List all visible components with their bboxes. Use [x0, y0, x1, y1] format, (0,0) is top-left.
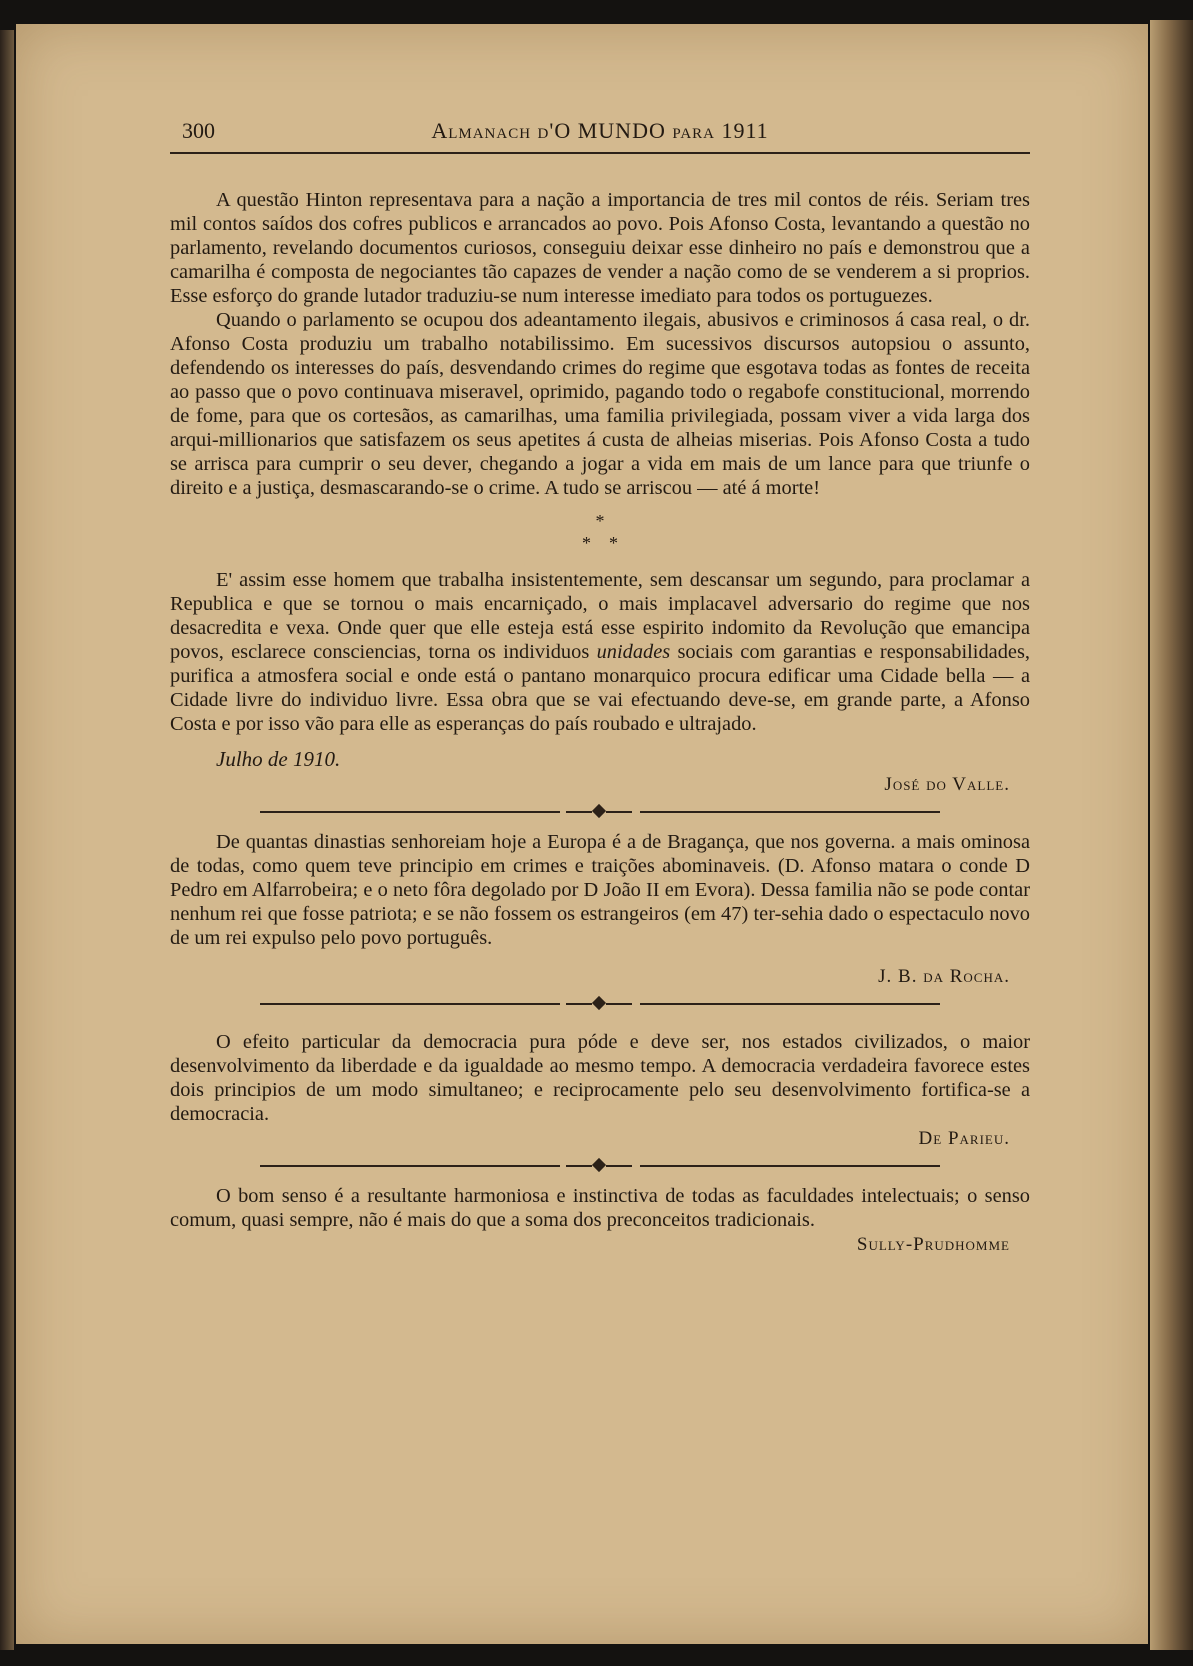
- section-bom-senso: [170, 1184, 1030, 1258]
- paragraph-homem-start: E' assim esse homem que trabalha insistentemente, sem descansar um segundo, para proclamar a Republica e que se tornou o mais encarniçado, o mais implacavel adversario do regime que nos desacredita e vexa. Onde quer que elle esteja está esse espirito indomito da Revolução que emancipa povos, esclarece consciencias, torna os individuos: [170, 569, 1030, 663]
- author-sully-prudhomme: Sully-Prudhomme: [856, 1234, 1010, 1255]
- paragraph-hinton: A questão Hinton representava para a nação a importancia de tres mil contos de réis. Seriam tres mil contos saídos dos cofres publicos e arrancados ao povo. Pois Afonso Costa, levantando a questão no parlamento, revelando documentos curiosos, conseguiu deixar esse dinheiro no país e demonstrou que a camarilha é composta de negociantes tão capazes de vender a nação como de se venderem a si proprios. Esse esforço do grande lutador traduziu-se num interesse imediato para todos os portuguezes.: [170, 189, 1030, 307]
- divider-diamond: [592, 996, 606, 1010]
- asterism: [170, 510, 1030, 554]
- author-jb-da-rocha: J. B. da Rocha.: [878, 966, 1010, 987]
- divider-dash-left: [566, 811, 592, 813]
- paragraph-homem-italic: unidades: [596, 641, 671, 663]
- page-edge: [1150, 20, 1193, 1650]
- divider-dash-right: [606, 1165, 632, 1167]
- divider-line-right: [640, 1003, 940, 1005]
- divider-diamond: [592, 804, 606, 818]
- ornament-divider: [260, 1158, 940, 1174]
- running-title: Almanach d'O MUNDO para 1911: [431, 118, 769, 143]
- paragraph-democracia: O efeito particular da democracia pura póde e deve ser, nos estados civilizados, o maior desenvolvimento da liberdade e da igualdade ao mesmo tempo. A democracia verdadeira favorece estes dois principios de um modo simultaneo; e reciprocamente pelo seu desenvolvimento fortifica-se a democracia.: [170, 1031, 1030, 1125]
- paragraph-bom-senso: O bom senso é a resultante harmoniosa e instinctiva de todas as faculdades intelectuais; o senso comum, quasi sempre, não é mais do que a soma dos preconceitos tradicionais.: [170, 1185, 1030, 1231]
- ornament-divider: [260, 804, 940, 820]
- dateline: Julho de 1910.: [216, 747, 341, 771]
- divider-dash-left: [566, 1003, 592, 1005]
- divider-diamond: [592, 1158, 606, 1172]
- divider-dash-left: [566, 1165, 592, 1167]
- page-content: [170, 118, 1030, 1258]
- paragraph-parlamento: Quando o parlamento se ocupou dos adeantamento ilegais, abusivos e criminosos á casa real, o dr. Afonso Costa produziu um trabalho notabilissimo. Em sucessivos discursos autopsiou o assunto, defendendo os interesses do país, desvendando crimes do regime que esgotava todas as fontes de receita ao passo que o povo continuava miseravel, oprimido, pagando todo o regabofe constitucional, morrendo de fome, para que os cortesãos, as camarilhas, uma familia privilegiada, possam viver a vida larga dos arqui-millionarios que satisfazem os seus apetites á custa de alheias miserias. Pois Afonso Costa a tudo se arrisca para cumprir o seu dever, chegando a jogar a vida em mais de um lance para que triunfe o direito e a justiça, desmascarando-se o crime. A tudo se arriscou — até á morte!: [170, 309, 1030, 499]
- author-jose-do-valle: José do Valle.: [884, 774, 1010, 795]
- divider-line-left: [260, 811, 560, 813]
- page-header: [170, 118, 1030, 154]
- divider-line-right: [640, 1165, 940, 1167]
- author-de-parieu: De Parieu.: [918, 1128, 1010, 1149]
- section-braganca: [170, 830, 1030, 990]
- section-homem: [170, 568, 1030, 798]
- ornament-divider: [260, 996, 940, 1012]
- section-afonso-costa: [170, 188, 1030, 500]
- asterism-top: *: [595, 511, 605, 531]
- asterism-bottom: **: [582, 533, 636, 553]
- divider-line-left: [260, 1003, 560, 1005]
- divider-line-left: [260, 1165, 560, 1167]
- paragraph-braganca: De quantas dinastias senhoreiam hoje a Europa é a de Bragança, que nos governa. a mais ominosa de todas, como quem teve principio em crimes e traições abominaveis. (D. Afonso matara o conde D Pedro em Alfarrobeira; e o neto fôra degolado por D João II em Evora). Dessa familia não se pode contar nenhum rei que fosse patriota; e se não fossem os estrangeiros (em 47) ter-sehia dado o espectaculo novo de um rei expulso pelo povo português.: [170, 831, 1030, 949]
- paragraph-homem-end: sociais com garantias e responsabilidades, purifica a atmosfera social e onde está o pantano monarquico procura edificar uma Cidade bella — a Cidade livre do individuo livre. Essa obra que se vai efectuando deve-se, em grande parte, a Afonso Costa e por isso vão para elle as esperanças do país roubado e ultrajado.: [170, 641, 1030, 735]
- divider-dash-right: [606, 811, 632, 813]
- page-number: 300: [182, 118, 215, 143]
- book-spine: [0, 30, 14, 1650]
- section-democracia: [170, 1030, 1030, 1152]
- divider-line-right: [640, 811, 940, 813]
- divider-dash-right: [606, 1003, 632, 1005]
- paragraph-homem: [170, 568, 1030, 736]
